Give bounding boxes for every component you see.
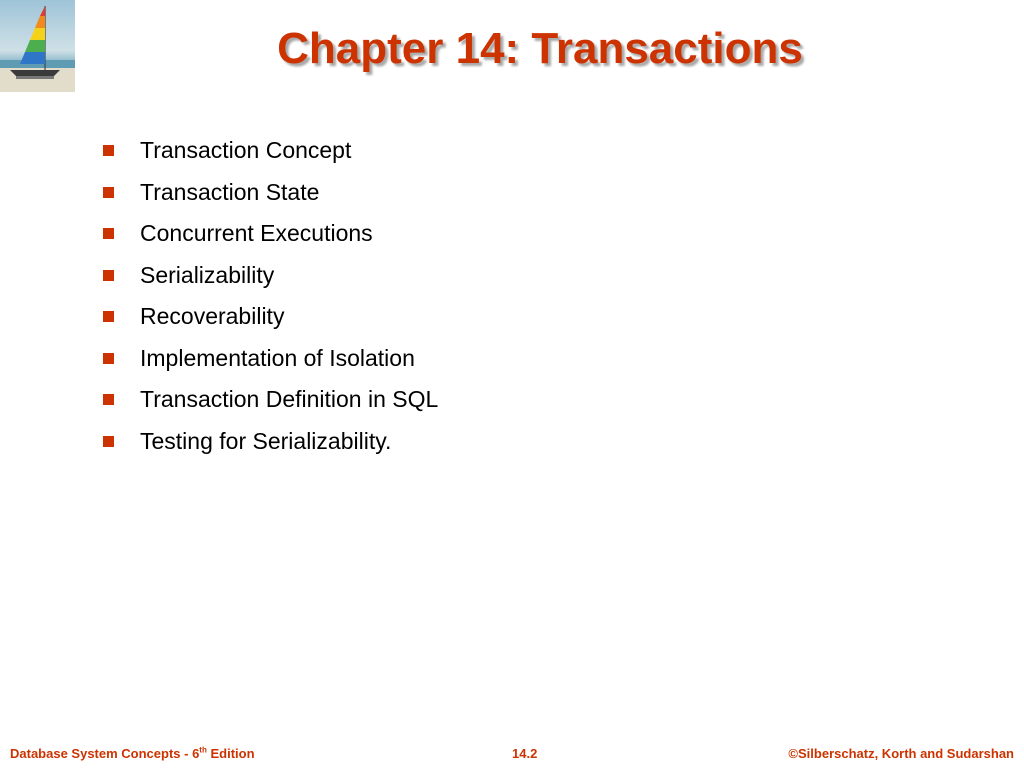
list-item xyxy=(103,379,438,421)
sailboat-logo-icon xyxy=(0,0,75,92)
bullet-text: Concurrent Executions xyxy=(140,220,373,247)
square-bullet-icon xyxy=(103,436,114,447)
bullet-list xyxy=(103,130,438,462)
footer-edition-superscript: th xyxy=(199,745,207,755)
bullet-text: Recoverability xyxy=(140,303,285,330)
bullet-text: Testing for Serializability. xyxy=(140,427,392,454)
bullet-text: Serializability xyxy=(140,261,275,288)
square-bullet-icon xyxy=(103,394,114,405)
slide-title: Chapter 14: Transactions xyxy=(277,24,803,73)
square-bullet-icon xyxy=(103,187,114,198)
square-bullet-icon xyxy=(103,145,114,156)
slide-footer xyxy=(0,740,1024,768)
footer-book-title xyxy=(10,746,255,761)
footer-page-number: 14.2 xyxy=(512,746,538,761)
footer-edition-word: Edition xyxy=(206,746,255,761)
footer-book-name: Database System Concepts - 6 xyxy=(10,746,200,761)
bullet-text: Transaction State xyxy=(140,178,320,205)
list-item xyxy=(103,130,438,172)
list-item xyxy=(103,296,438,338)
square-bullet-icon xyxy=(103,353,114,364)
square-bullet-icon xyxy=(103,228,114,239)
bullet-text: Implementation of Isolation xyxy=(140,344,415,371)
list-item xyxy=(103,172,438,214)
list-item xyxy=(103,213,438,255)
list-item xyxy=(103,255,438,297)
list-item xyxy=(103,421,438,463)
footer-copyright: ©Silberschatz, Korth and Sudarshan xyxy=(788,746,1014,761)
bullet-text: Transaction Concept xyxy=(140,137,352,164)
list-item xyxy=(103,338,438,380)
bullet-text: Transaction Definition in SQL xyxy=(140,386,439,413)
square-bullet-icon xyxy=(103,270,114,281)
square-bullet-icon xyxy=(103,311,114,322)
